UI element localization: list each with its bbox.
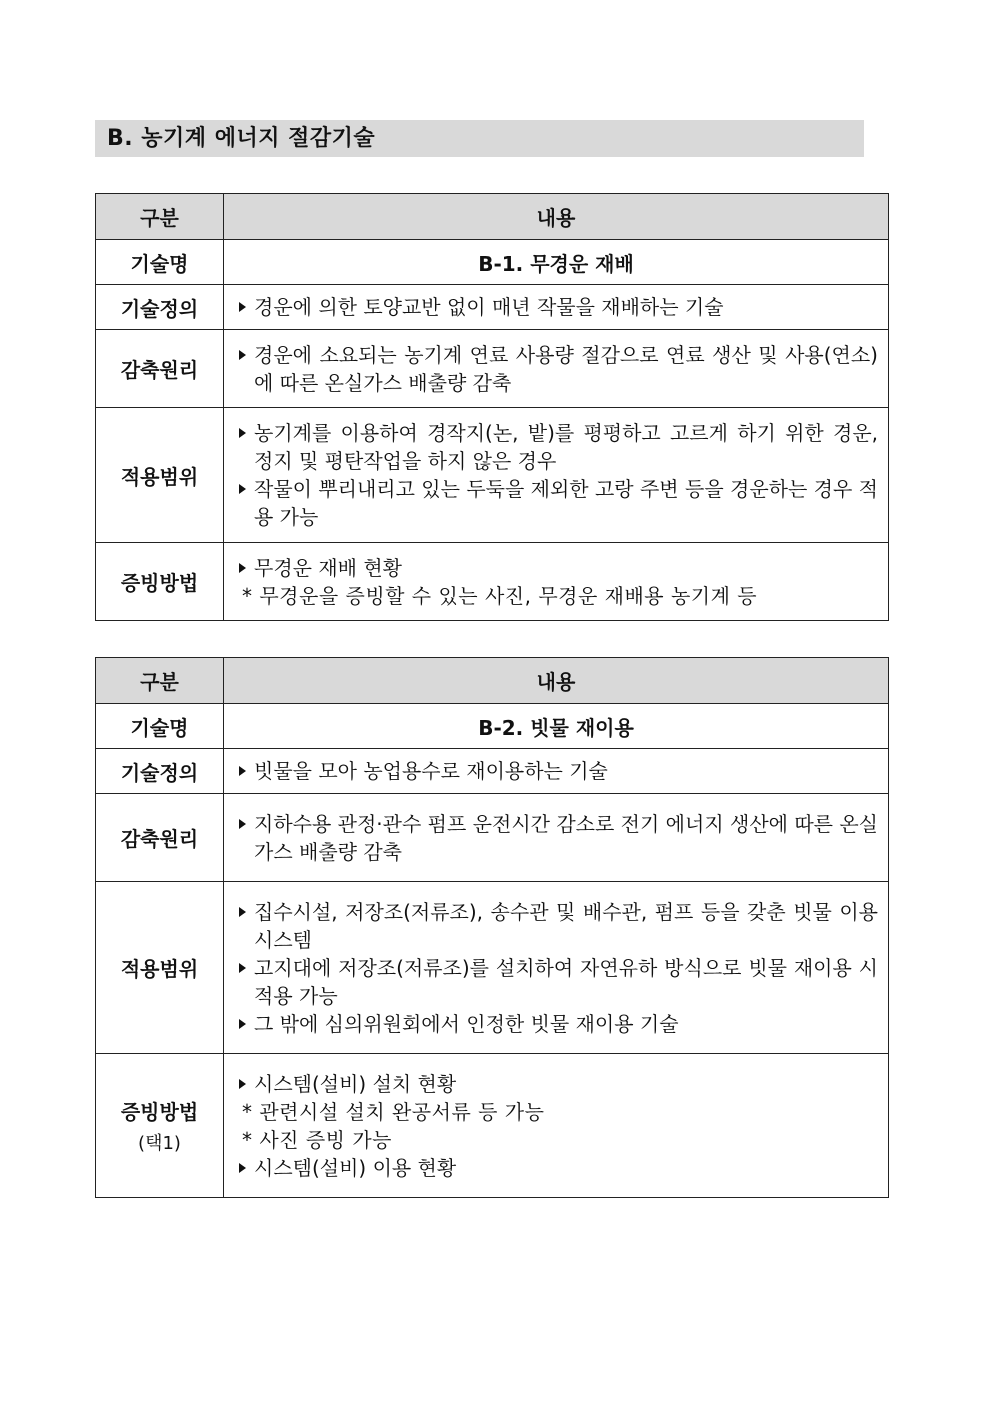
row-principle — [96, 794, 889, 882]
principle-text: 경운에 소요되는 농기계 연료 사용량 절감으로 연료 생산 및 사용(연소)에 따른 온실가스 배출량 감축 — [238, 341, 878, 397]
header-category: 구분 — [96, 194, 224, 240]
row-tech-name — [96, 240, 889, 285]
proof-bullet: 시스템(설비) 이용 현황 — [238, 1154, 878, 1182]
definition-cell — [224, 749, 889, 794]
proof-label: 증빙방법 — [96, 543, 224, 621]
proof-note: * 무경운을 증빙할 수 있는 사진, 무경운 재배용 농기계 등 — [242, 583, 758, 608]
definition-cell — [224, 285, 889, 330]
definition-text: 경운에 의한 토양교반 없이 매년 작물을 재배하는 기술 — [238, 293, 878, 321]
table-header-row — [96, 194, 889, 240]
row-proof — [96, 543, 889, 621]
principle-cell — [224, 794, 889, 882]
proof-label: 증빙방법 — [120, 1100, 199, 1124]
row-proof — [96, 1054, 889, 1198]
scope-item: 그 밖에 심의위원회에서 인정한 빗물 재이용 기술 — [238, 1010, 878, 1038]
definition-text: 빗물을 모아 농업용수로 재이용하는 기술 — [238, 757, 878, 785]
proof-note: * 사진 증빙 가능 — [242, 1127, 392, 1152]
scope-label: 적용범위 — [96, 882, 224, 1054]
row-scope — [96, 882, 889, 1054]
scope-item: 농기계를 이용하여 경작지(논, 밭)를 평평하고 고르게 하기 위한 경운, 정지 및 평탄작업을 하지 않은 경우 — [238, 419, 878, 475]
proof-cell — [224, 543, 889, 621]
row-definition — [96, 749, 889, 794]
principle-text: 지하수용 관정·관수 펌프 운전시간 감소로 전기 에너지 생산에 따른 온실가스 배출량 감축 — [238, 810, 878, 866]
row-tech-name — [96, 704, 889, 749]
section-title: B. 농기계 에너지 절감기술 — [95, 120, 864, 157]
header-content: 내용 — [224, 658, 889, 704]
principle-label: 감축원리 — [96, 330, 224, 408]
proof-bullet: 시스템(설비) 설치 현황 — [238, 1070, 878, 1098]
definition-label: 기술정의 — [96, 285, 224, 330]
proof-note: * 관련시설 설치 완공서류 등 가능 — [242, 1099, 545, 1124]
tech-table-b2 — [95, 657, 889, 1198]
header-content: 내용 — [224, 194, 889, 240]
scope-cell — [224, 882, 889, 1054]
scope-item: 고지대에 저장조(저류조)를 설치하여 자연유하 방식으로 빗물 재이용 시 적용 가능 — [238, 954, 878, 1010]
principle-cell — [224, 330, 889, 408]
row-definition — [96, 285, 889, 330]
proof-label-cell — [96, 1054, 224, 1198]
proof-cell — [224, 1054, 889, 1198]
row-scope — [96, 408, 889, 543]
header-category: 구분 — [96, 658, 224, 704]
row-principle — [96, 330, 889, 408]
table-header-row — [96, 658, 889, 704]
scope-cell — [224, 408, 889, 543]
definition-label: 기술정의 — [96, 749, 224, 794]
scope-item: 집수시설, 저장조(저류조), 송수관 및 배수관, 펌프 등을 갖춘 빗물 이용 시스템 — [238, 898, 878, 954]
proof-sub-label: (택1) — [138, 1133, 181, 1154]
scope-label: 적용범위 — [96, 408, 224, 543]
tech-name-label: 기술명 — [96, 240, 224, 285]
tech-name: B-2. 빗물 재이용 — [224, 704, 889, 749]
scope-item: 작물이 뿌리내리고 있는 두둑을 제외한 고랑 주변 등을 경운하는 경우 적용 가능 — [238, 475, 878, 531]
proof-bullet: 무경운 재배 현황 — [238, 554, 878, 582]
tech-name-label: 기술명 — [96, 704, 224, 749]
tech-table-b1 — [95, 193, 889, 621]
tech-name: B-1. 무경운 재배 — [224, 240, 889, 285]
principle-label: 감축원리 — [96, 794, 224, 882]
